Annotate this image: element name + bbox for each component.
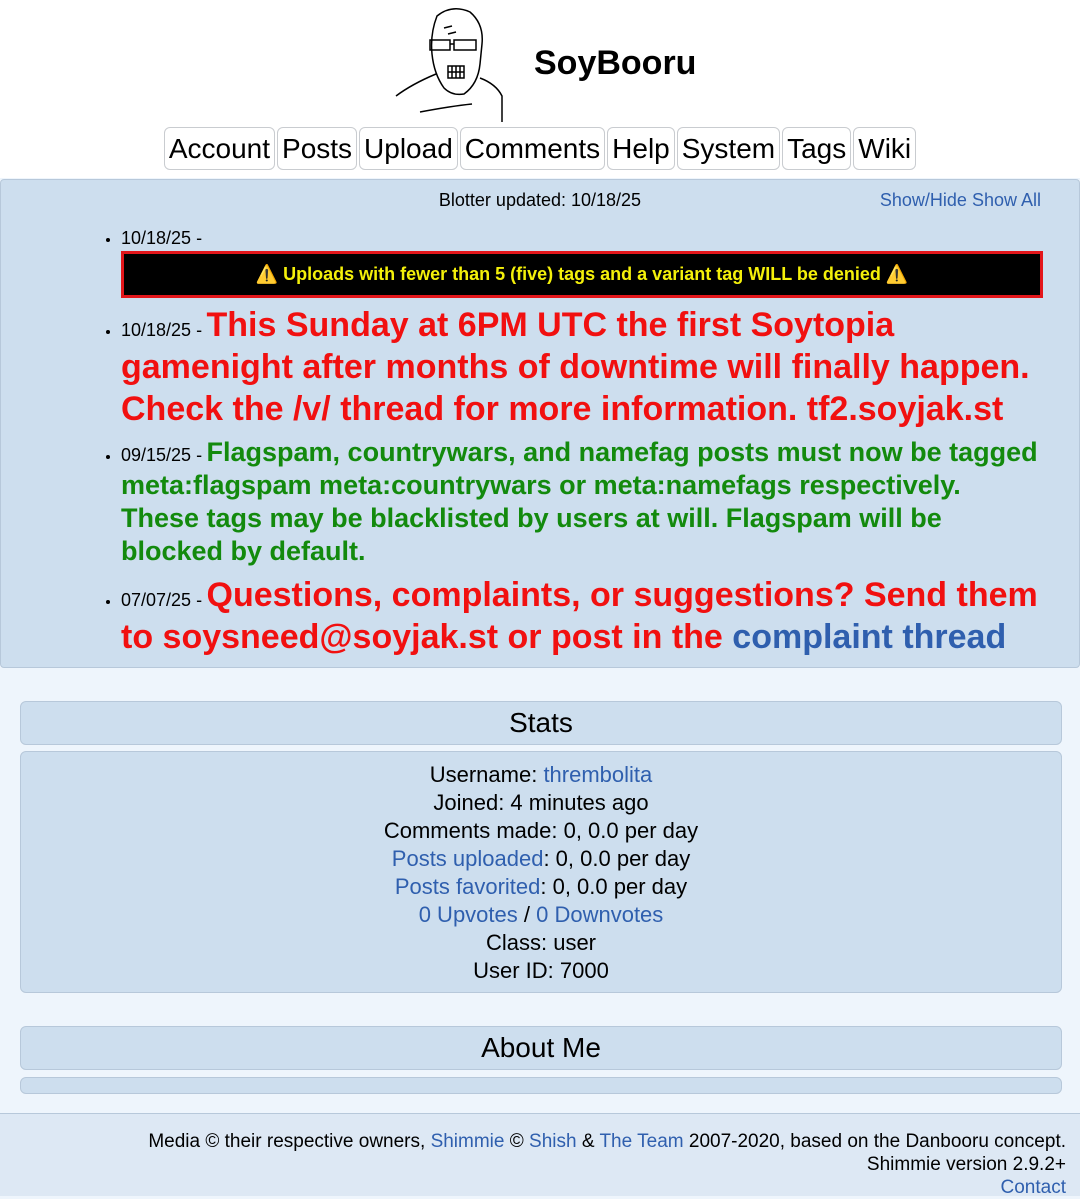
footer-text: ©: [504, 1131, 530, 1152]
show-hide-link[interactable]: Show/Hide: [879, 190, 967, 210]
stats-panel: [20, 751, 1062, 993]
downvotes-link[interactable]: 0 Downvotes: [536, 902, 664, 927]
about-body: [20, 1077, 1062, 1094]
entry-text: This Sunday at 6PM UTC the first Soytopia gamenight after months of downtime will finally happen. Check the /v/ thread for more information. tf2.soyjak.st: [121, 306, 1030, 428]
joined: Joined: 4 minutes ago: [433, 790, 649, 815]
soyjak-logo[interactable]: [392, 4, 508, 122]
vote-separator: /: [517, 902, 537, 927]
entry-date: 07/07/25 -: [121, 590, 203, 610]
header: [0, 0, 1080, 178]
footer-text: Media © their respective owners,: [148, 1131, 431, 1152]
contact-link[interactable]: Contact: [1000, 1177, 1066, 1198]
blotter: [0, 179, 1080, 668]
nav-wiki[interactable]: Wiki: [853, 127, 916, 170]
nav-upload[interactable]: Upload: [359, 127, 458, 170]
blotter-entry: [121, 228, 1043, 298]
nav-help[interactable]: Help: [607, 127, 675, 170]
footer-text: &: [576, 1131, 600, 1152]
team-link[interactable]: The Team: [599, 1131, 684, 1152]
site-title[interactable]: SoyBooru: [534, 44, 697, 82]
footer-text: 2007-2020, based on the Danbooru concept.: [683, 1131, 1066, 1152]
footer: [0, 1113, 1080, 1196]
nav-tags[interactable]: Tags: [782, 127, 851, 170]
entry-text: Flagspam, countrywars, and namefag posts must now be tagged meta:flagspam meta:countrywars or meta:namefags respectively. These tags may be blacklisted by users at will. Flagspam will be blocked by default.: [121, 437, 1038, 566]
nav-posts[interactable]: Posts: [277, 127, 357, 170]
comments-made: Comments made: 0, 0.0 per day: [383, 818, 699, 843]
nav-account[interactable]: Account: [164, 127, 275, 170]
complaint-thread-link[interactable]: complaint thread: [732, 618, 1007, 656]
posts-uploaded: : 0, 0.0 per day: [543, 846, 691, 871]
nav-comments[interactable]: Comments: [460, 127, 605, 170]
entry-date: 10/18/25 -: [121, 228, 203, 248]
main-nav: [0, 127, 1080, 170]
user-class: Class: user: [485, 930, 597, 955]
user-id: User ID: 7000: [473, 958, 609, 983]
blotter-controls: [880, 190, 1041, 211]
username-label: Username:: [429, 762, 544, 787]
shish-link[interactable]: Shish: [529, 1131, 577, 1152]
stats-heading: Stats: [20, 701, 1062, 745]
version: Shimmie version 2.9.2+: [866, 1154, 1066, 1175]
entry-date: 10/18/25 -: [121, 320, 203, 340]
posts-favorited-link[interactable]: Posts favorited: [394, 874, 541, 899]
shimmie-link[interactable]: Shimmie: [430, 1131, 505, 1152]
nav-system[interactable]: System: [677, 127, 780, 170]
blotter-list: [101, 228, 1043, 664]
posts-uploaded-link[interactable]: Posts uploaded: [391, 846, 544, 871]
show-all-link[interactable]: Show All: [971, 190, 1041, 210]
username-link[interactable]: thrembolita: [543, 762, 653, 787]
blotter-entry: [121, 436, 1043, 568]
entry-text: Questions, complaints, or suggestions? Send them to soysneed@soyjak.st or post in the: [121, 576, 1038, 656]
entry-date: 09/15/25 -: [121, 445, 203, 465]
upload-warning: ⚠️ Uploads with fewer than 5 (five) tags and a variant tag WILL be denied ⚠️: [121, 251, 1043, 298]
upvotes-link[interactable]: 0 Upvotes: [418, 902, 518, 927]
posts-favorited: : 0, 0.0 per day: [540, 874, 688, 899]
blotter-updated: Blotter updated: 10/18/25: [438, 190, 642, 210]
blotter-entry: [121, 574, 1043, 658]
about-heading: About Me: [20, 1026, 1062, 1070]
blotter-entry: [121, 304, 1043, 430]
